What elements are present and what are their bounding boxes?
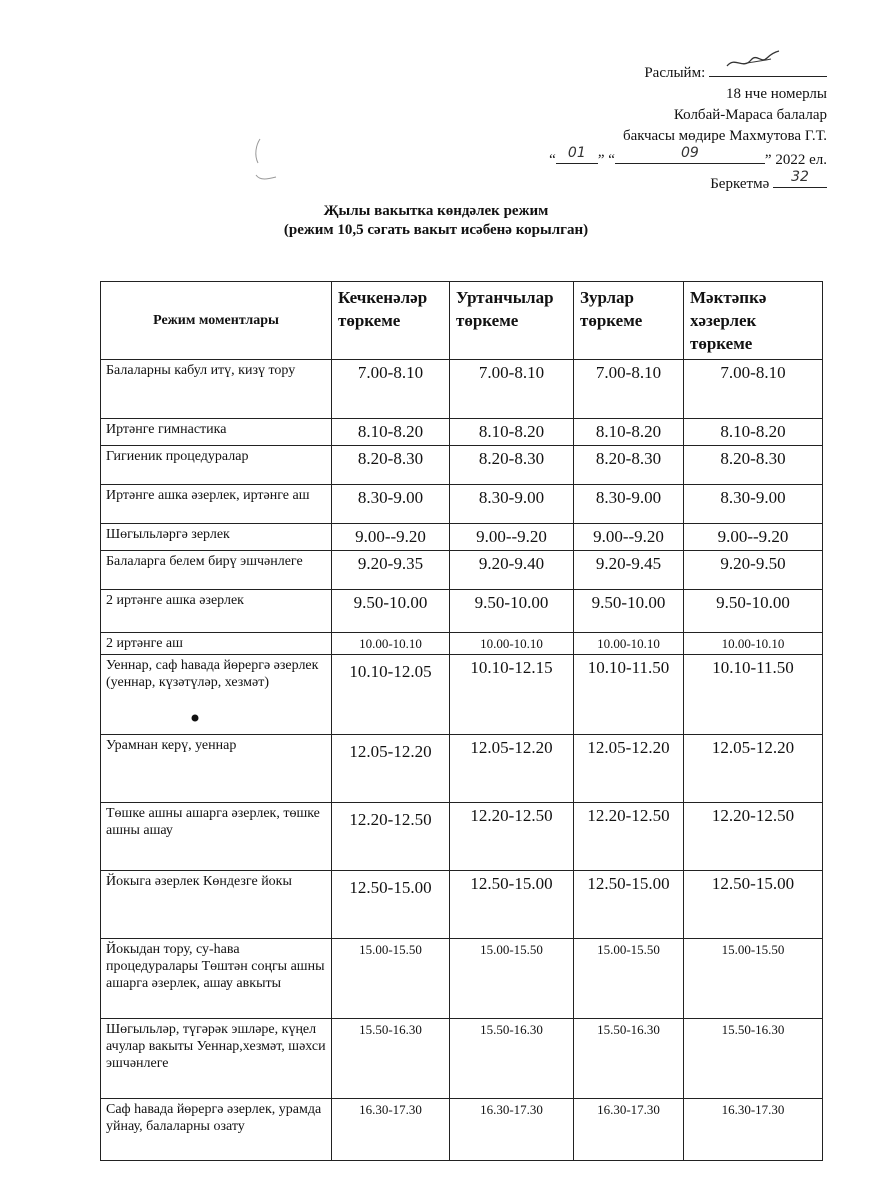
moment-cell: Балаларны кабул итү, кизү тору xyxy=(101,360,332,419)
time-cell: 9.50-10.00 xyxy=(332,590,450,633)
table-row xyxy=(101,446,823,485)
time-cell: 8.20-8.30 xyxy=(332,446,450,485)
time-cell: 8.10-8.20 xyxy=(684,419,823,446)
header-middle-group: Уртанчылар төркеме xyxy=(450,282,574,360)
time-cell: 9.50-10.00 xyxy=(574,590,684,633)
approval-line-4: бакчасы мөдире Махмутова Г.Т. xyxy=(622,128,827,144)
table-row xyxy=(101,1099,823,1161)
time-cell: 15.50-16.30 xyxy=(574,1019,684,1099)
time-cell: 7.00-8.10 xyxy=(450,360,574,419)
time-cell: 12.50-15.00 xyxy=(574,871,684,939)
header-senior-group: Зурлар төркеме xyxy=(574,282,684,360)
decree-number-field: 32 xyxy=(773,171,827,188)
time-cell: 12.20-12.50 xyxy=(450,803,574,871)
schedule-table xyxy=(100,281,823,1161)
time-cell: 16.30-17.30 xyxy=(684,1099,823,1161)
time-cell: 12.20-12.50 xyxy=(332,803,450,871)
time-cell: 12.50-15.00 xyxy=(450,871,574,939)
time-cell: 10.00-10.10 xyxy=(574,633,684,655)
moment-cell: 2 иртәнге ашка әзерлек xyxy=(101,590,332,633)
approval-line-2: 18 нче номерлы xyxy=(726,86,827,102)
time-cell: 16.30-17.30 xyxy=(332,1099,450,1161)
time-cell: 10.10-12.15 xyxy=(450,655,574,735)
date-month-field: 09 xyxy=(615,147,765,164)
time-cell: 8.10-8.20 xyxy=(332,419,450,446)
moment-cell: Шөгыльләргә зерлек xyxy=(101,524,332,551)
decree-label: Беркетмә xyxy=(710,176,770,192)
document-title xyxy=(0,202,872,240)
time-cell: 9.00--9.20 xyxy=(332,524,450,551)
moment-cell: Шөгыльләр, түгәрәк эшләре, күңел ачулар вакыты Уеннар,хезмәт, шәхси эшчәнлеге xyxy=(101,1019,332,1099)
moment-cell: Төшке ашны ашарга әзерлек, төшке ашны ашау xyxy=(101,803,332,871)
moment-cell: Саф һавада йөрергә әзерлек, урамда уйнау, балаларны озату xyxy=(101,1099,332,1161)
time-cell: 15.50-16.30 xyxy=(450,1019,574,1099)
header-row xyxy=(101,282,823,360)
moment-cell: Уеннар, саф һавада йөрергә әзерлек (уеннар, күзәтүләр, хезмәт) xyxy=(101,655,332,735)
time-cell: 10.00-10.10 xyxy=(684,633,823,655)
header-moments: Режим моментлары xyxy=(101,282,332,360)
approved-label: Раслыйм: xyxy=(644,65,706,81)
table-row xyxy=(101,551,823,590)
table-row xyxy=(101,590,823,633)
table-row xyxy=(101,419,823,446)
time-cell: 12.50-15.00 xyxy=(684,871,823,939)
time-cell: 15.00-15.50 xyxy=(450,939,574,1019)
time-cell: 9.50-10.00 xyxy=(450,590,574,633)
signature xyxy=(709,62,827,77)
time-cell: 16.30-17.30 xyxy=(450,1099,574,1161)
approval-date: “ 01 ” “ 09 ” 2022 ел. xyxy=(549,145,827,168)
time-cell: 7.00-8.10 xyxy=(574,360,684,419)
time-cell: 8.30-9.00 xyxy=(684,485,823,524)
moment-cell: Гигиеник процедуралар xyxy=(101,446,332,485)
date-day-field: 01 xyxy=(556,147,598,164)
time-cell: 12.50-15.00 xyxy=(332,871,450,939)
time-cell: 8.10-8.20 xyxy=(574,419,684,446)
table-row xyxy=(101,1019,823,1099)
moment-cell: Иртәнге гимнастика xyxy=(101,419,332,446)
time-cell: 8.30-9.00 xyxy=(450,485,574,524)
time-cell: 8.30-9.00 xyxy=(574,485,684,524)
time-cell: 15.50-16.30 xyxy=(684,1019,823,1099)
time-cell: 9.20-9.40 xyxy=(450,551,574,590)
table-row xyxy=(101,524,823,551)
approval-line-3: Колбай-Мараса балалар xyxy=(673,107,827,123)
time-cell: 8.10-8.20 xyxy=(450,419,574,446)
time-cell: 12.05-12.20 xyxy=(574,735,684,803)
time-cell: 12.20-12.50 xyxy=(684,803,823,871)
table-row xyxy=(101,360,823,419)
header-preschool-group: Мәктәпкә хәзерлек төркеме xyxy=(684,282,823,360)
title-line-1: Җылы вакытка көндәлек режим xyxy=(323,203,549,219)
time-cell: 12.05-12.20 xyxy=(684,735,823,803)
title-line-2: (режим 10,5 сәгать вакыт исәбенә корылган) xyxy=(283,222,589,238)
stamp-trace xyxy=(250,135,280,185)
ink-dot xyxy=(190,713,200,723)
time-cell: 8.30-9.00 xyxy=(332,485,450,524)
time-cell: 12.20-12.50 xyxy=(574,803,684,871)
table-row xyxy=(101,803,823,871)
time-cell: 12.05-12.20 xyxy=(450,735,574,803)
time-cell: 10.10-12.05 xyxy=(332,655,450,735)
time-cell: 9.00--9.20 xyxy=(574,524,684,551)
time-cell: 9.00--9.20 xyxy=(684,524,823,551)
time-cell: 15.00-15.50 xyxy=(332,939,450,1019)
signature-scribble-icon xyxy=(723,50,783,72)
time-cell: 15.50-16.30 xyxy=(332,1019,450,1099)
time-cell: 10.10-11.50 xyxy=(574,655,684,735)
date-year: 2022 ел. xyxy=(775,152,827,168)
moment-cell: Йокыдан тору, су-һава процедуралары Төштән соңгы ашны ашарга әзерлек, ашау авкыты xyxy=(101,939,332,1019)
moment-cell: Иртәнге ашка әзерлек, иртәнге аш xyxy=(101,485,332,524)
time-cell: 8.20-8.30 xyxy=(684,446,823,485)
time-cell: 9.00--9.20 xyxy=(450,524,574,551)
table-row xyxy=(101,633,823,655)
time-cell: 8.20-8.30 xyxy=(450,446,574,485)
time-cell: 7.00-8.10 xyxy=(684,360,823,419)
table-row xyxy=(101,655,823,735)
table-row xyxy=(101,939,823,1019)
time-cell: 10.00-10.10 xyxy=(332,633,450,655)
header-youngest-group: Кечкенәләр төркеме xyxy=(332,282,450,360)
approval-decree xyxy=(467,171,827,195)
moment-cell: Балаларга белем бирү эшчәнлеге xyxy=(101,551,332,590)
moment-cell: 2 иртәнге аш xyxy=(101,633,332,655)
time-cell: 7.00-8.10 xyxy=(332,360,450,419)
table-row xyxy=(101,871,823,939)
moment-cell: Йокыга әзерлек Көндезге йокы xyxy=(101,871,332,939)
time-cell: 15.00-15.50 xyxy=(684,939,823,1019)
time-cell: 9.50-10.00 xyxy=(684,590,823,633)
time-cell: 10.10-11.50 xyxy=(684,655,823,735)
time-cell: 10.00-10.10 xyxy=(450,633,574,655)
approval-line-1 xyxy=(467,62,827,84)
time-cell: 15.00-15.50 xyxy=(574,939,684,1019)
time-cell: 9.20-9.50 xyxy=(684,551,823,590)
time-cell: 9.20-9.35 xyxy=(332,551,450,590)
table-row xyxy=(101,485,823,524)
table-row xyxy=(101,735,823,803)
moment-cell: Урамнан керү, уеннар xyxy=(101,735,332,803)
approval-block xyxy=(467,62,827,195)
time-cell: 12.05-12.20 xyxy=(332,735,450,803)
time-cell: 9.20-9.45 xyxy=(574,551,684,590)
time-cell: 8.20-8.30 xyxy=(574,446,684,485)
time-cell: 16.30-17.30 xyxy=(574,1099,684,1161)
